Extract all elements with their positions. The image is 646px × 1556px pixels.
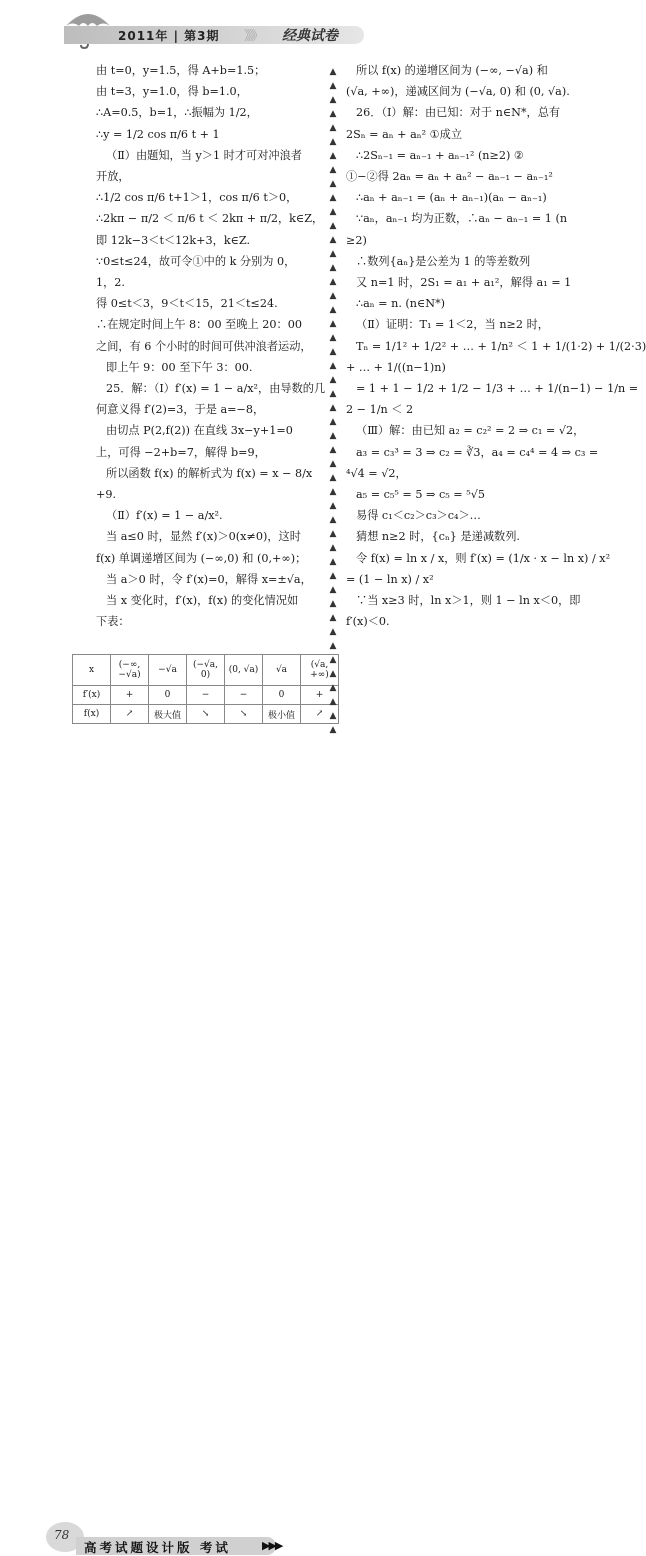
text-line: f(x) 单调递增区间为 (−∞,0) 和 (0,+∞)； — [96, 551, 307, 565]
text-line: 所以 f(x) 的递增区间为 (−∞, −√a) 和 — [356, 64, 548, 77]
text-line: 当 x 变化时，f′(x)，f(x) 的变化情况如 — [106, 594, 299, 608]
column-divider: ▲ ▲ ▲ ▲ ▲ ▲ ▲ ▲ ▲ ▲ ▲ ▲ ▲ ▲ ▲ ▲ ▲ ▲ ▲ ▲ ▲ ▲ ▲ ▲ ▲ ▲ ▲ ▲ ▲ ▲ ▲ ▲ ▲ ▲ ▲ ▲ ▲ ▲ ▲ ▲ ▲ ▲ ▲ ▲ ▲ ▲ ▲ ▲ — [329, 67, 337, 735]
text-line: 25．解：（Ⅰ）f′(x) = 1 − a/x²，由导数的几 — [106, 382, 326, 396]
table-cell: 极大值 — [149, 705, 187, 724]
text-line: ∴在规定时间上午 8：00 至晚上 20：00 — [96, 318, 302, 332]
text-line: 即 12k−3＜t＜12k+3，k∈Z. — [96, 233, 251, 247]
text-line: ≥2) — [346, 233, 367, 247]
text-line: 1，2. — [96, 276, 125, 290]
table-cell: (−√a, 0) — [187, 655, 225, 686]
text-line: a₅ = c₅⁵ = 5 ⇒ c₅ = ⁵√5 — [356, 488, 485, 502]
table-cell: + — [301, 686, 339, 705]
text-line: ∴1/2 cos π/6 t+1＞1，cos π/6 t＞0， — [96, 191, 298, 205]
text-line: 得 0≤t＜3，9＜t＜15，21＜t≤24. — [96, 297, 278, 311]
text-line: Tₙ = 1/1² + 1/2² + … + 1/n² ＜ 1 + 1/(1·2) + 1/(2·3) — [356, 339, 646, 353]
table-cell: ↘ — [225, 705, 263, 724]
text-line: 即上午 9：00 至下午 3：00. — [106, 360, 253, 374]
text-line: ⁴√4 = √2， — [346, 466, 407, 480]
text-line: （Ⅱ）由题知，当 y＞1 时才可对冲浪者 — [106, 148, 302, 162]
text-line: 开放， — [96, 170, 130, 184]
table-cell: f(x) — [73, 705, 111, 724]
text-line: （Ⅲ）解：由已知 a₂ = c₂² = 2 ⇒ c₁ = √2， — [356, 424, 585, 438]
text-line: = (1 − ln x) / x² — [346, 572, 434, 586]
text-line: （Ⅱ）证明：T₁ = 1＜2，当 n≥2 时， — [356, 318, 549, 332]
table-cell: f′(x) — [73, 686, 111, 705]
text-line: 下表： — [96, 615, 130, 629]
text-line: ∴aₙ = n. (n∈N*) — [356, 297, 446, 311]
text-line: ∴aₙ + aₙ₋₁ = (aₙ + aₙ₋₁)(aₙ − aₙ₋₁) — [356, 191, 547, 205]
table-cell: + — [111, 686, 149, 705]
text-line: ∴A=0.5，b=1，∴振幅为 1/2， — [96, 106, 258, 120]
text-line: 令 f(x) = ln x / x，则 f′(x) = (1/x · x − ln x) / x² — [356, 551, 611, 565]
page-number: 78 — [54, 1528, 70, 1542]
footer-arrows: ▶▶▶ — [262, 1539, 282, 1552]
text-line: ∴2Sₙ₋₁ = aₙ₋₁ + aₙ₋₁² (n≥2) ② — [356, 148, 524, 162]
table-row — [73, 686, 339, 705]
text-line: 由切点 P(2,f(2)) 在直线 3x−y+1=0 — [106, 424, 293, 438]
issue-label: 2011年 | 第3期 — [118, 29, 220, 43]
text-line: （Ⅱ）f′(x) = 1 − a/x². — [106, 509, 223, 523]
table-cell: (−∞, −√a) — [111, 655, 149, 686]
brand-label: 经典试卷 — [282, 28, 338, 44]
footer-title: 高考试题设计版 考试 — [84, 1540, 231, 1555]
table-cell: ↗ — [301, 705, 339, 724]
text-line: +9. — [96, 488, 117, 502]
table-cell: −√a — [149, 655, 187, 686]
page-footer — [0, 762, 581, 1555]
table-cell: 0 — [263, 686, 301, 705]
text-line: ∴数列{aₙ}是公差为 1 的等差数列 — [356, 254, 531, 268]
table-row — [73, 655, 339, 686]
text-line: 易得 c₁＜c₂＞c₃＞c₄＞… — [356, 509, 481, 523]
table-cell: − — [187, 686, 225, 705]
text-line: 由 t=0，y=1.5，得 A+b=1.5； — [96, 64, 266, 77]
table-cell: (√a, +∞) — [301, 655, 339, 686]
text-line: ∵0≤t≤24，故可令①中的 k 分别为 0， — [96, 254, 296, 268]
text-line: 猜想 n≥2 时，{cₙ} 是递减数列. — [356, 530, 520, 544]
text-line: = 1 + 1 − 1/2 + 1/2 − 1/3 + … + 1/(n−1) − 1/n = — [356, 382, 639, 396]
text-line: 之间，有 6 个小时的时间可供冲浪者运动， — [96, 339, 312, 353]
table-cell: √a — [263, 655, 301, 686]
page-header — [0, 0, 581, 56]
variation-table — [72, 654, 339, 724]
text-line: f′(x)＜0. — [346, 615, 390, 629]
text-line: ∵当 x≥3 时，ln x＞1，则 1 − ln x＜0，即 — [356, 594, 581, 608]
text-line: 当 a＞0 时，令 f′(x)=0，解得 x=±√a， — [106, 572, 312, 586]
text-line: 2Sₙ = aₙ + aₙ² ①成立 — [346, 127, 463, 141]
table-cell: x — [73, 655, 111, 686]
text-line: 2 − 1/n ＜ 2 — [346, 403, 414, 417]
right-column — [346, 60, 646, 632]
table-cell: 极小值 — [263, 705, 301, 724]
table-cell: ↗ — [111, 705, 149, 724]
text-line: a₃ = c₃³ = 3 ⇒ c₂ = ∛3，a₄ = c₄⁴ = 4 ⇒ c₃ = — [356, 445, 599, 459]
text-line: ∵aₙ，aₙ₋₁ 均为正数，∴aₙ − aₙ₋₁ = 1 (n — [356, 212, 568, 226]
text-line: 所以函数 f(x) 的解析式为 f(x) = x − 8/x — [106, 466, 313, 480]
text-line: ∴y = 1/2 cos π/6 t + 1 — [96, 127, 220, 141]
text-line: 何意义得 f′(2)=3，于是 a=−8， — [96, 403, 265, 417]
table-cell: 0 — [149, 686, 187, 705]
table-row — [73, 705, 339, 724]
text-line: 上，可得 −2+b=7，解得 b=9， — [96, 445, 266, 459]
table-cell: (0, √a) — [225, 655, 263, 686]
text-line: + … + 1/((n−1)n) — [346, 360, 446, 374]
text-line: ∴2kπ − π/2 ＜ π/6 t ＜ 2kπ + π/2，k∈Z， — [96, 212, 324, 226]
text-line: (√a, +∞)，递减区间为 (−√a, 0) 和 (0, √a). — [346, 85, 570, 99]
left-column — [96, 60, 326, 632]
text-line: 当 a≤0 时，显然 f′(x)＞0(x≠0)，这时 — [106, 530, 301, 544]
header-arrows: 》》》 — [244, 29, 262, 44]
text-line: 由 t=3，y=1.0，得 b=1.0， — [96, 85, 248, 99]
text-line: ①−②得 2aₙ = aₙ + aₙ² − aₙ₋₁ − aₙ₋₁² — [346, 170, 553, 184]
footer-brand: 考试 — [199, 1540, 231, 1555]
table-cell: ↘ — [187, 705, 225, 724]
table-cell: − — [225, 686, 263, 705]
text-line: 26．（Ⅰ）解：由已知：对于 n∈N*，总有 — [356, 106, 561, 120]
text-line: 又 n=1 时，2S₁ = a₁ + a₁²，解得 a₁ = 1 — [356, 276, 572, 290]
